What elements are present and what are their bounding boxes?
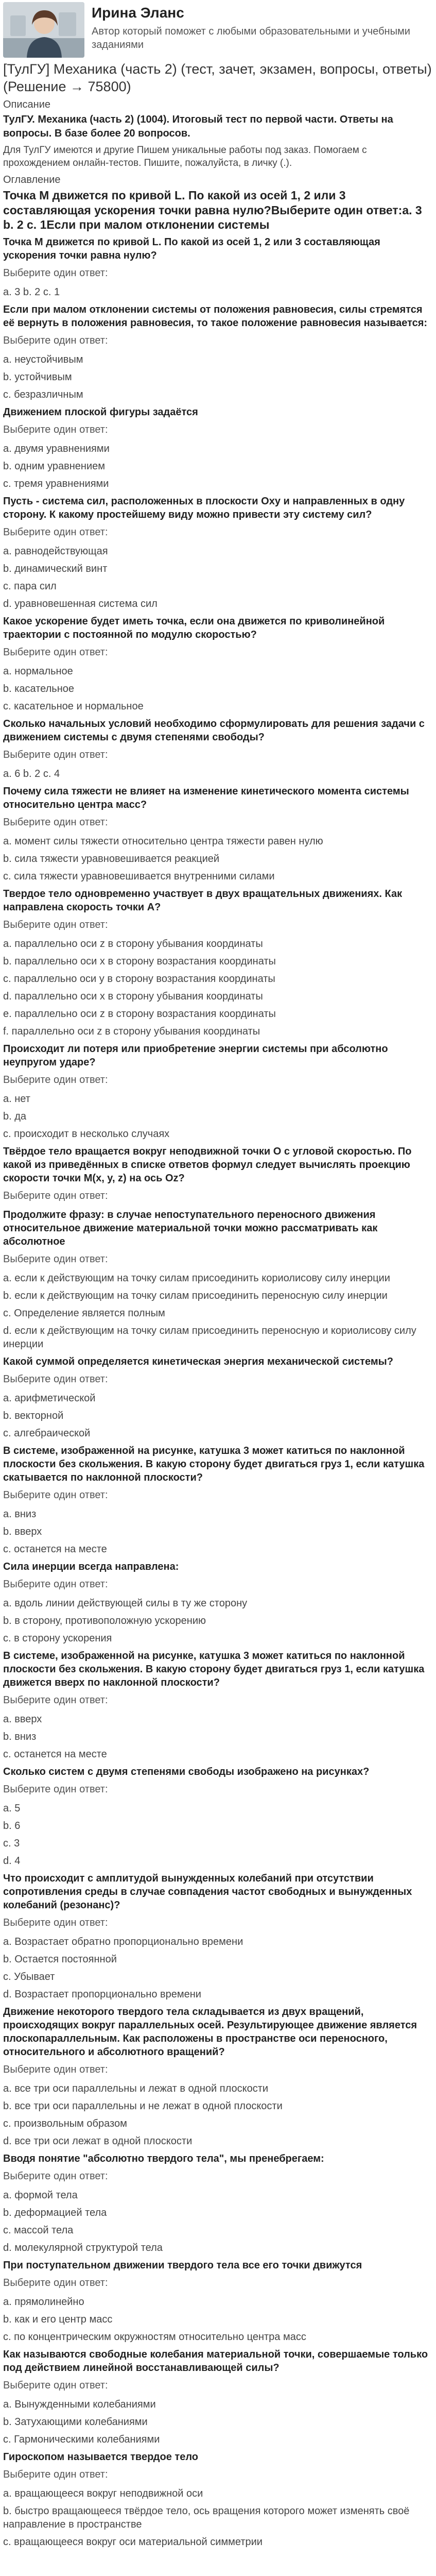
answer-option: b. устойчивым bbox=[3, 371, 72, 383]
answer-option: a. вверх bbox=[3, 1714, 42, 1725]
question-pick-prompt: Выберите один ответ: bbox=[3, 1374, 108, 1385]
question-pick-prompt: Выберите один ответ: bbox=[3, 1074, 108, 1086]
answer-option: c. останется на месте bbox=[3, 1544, 107, 1555]
question-pick-prompt: Выберите один ответ: bbox=[3, 1190, 108, 1202]
question-pick-prompt: Выберите один ответ: bbox=[3, 919, 108, 931]
question-item bbox=[3, 2152, 433, 2255]
question-list bbox=[3, 235, 433, 2549]
question-title: Движением плоской фигуры задаётся bbox=[3, 406, 198, 418]
question-title: Какое ускорение будет иметь точка, если она движется по криволинейной траектории с постоянной по модулю скоростью? bbox=[3, 616, 385, 641]
answer-option: d. параллельно оси x в сторону убывания координаты bbox=[3, 991, 263, 1003]
question-item bbox=[3, 1208, 433, 1351]
answer-option: c. в сторону ускорения bbox=[3, 1633, 112, 1645]
answer-option: c. параллельно оси y в сторону возрастания координаты bbox=[3, 973, 275, 985]
question-title: В системе, изображенной на рисунке, катушка 3 может катиться по наклонной плоскости без скольжения. В какую сторону будет двигаться груз 1, если катушка скатывается по наклонной плоскости? bbox=[3, 1445, 425, 1484]
answer-option: c. безразличным bbox=[3, 389, 83, 401]
question-pick-prompt: Выберите один ответ: bbox=[3, 647, 108, 658]
answer-option: c. сила тяжести уравновешивается внутренними силами bbox=[3, 871, 275, 883]
answer-option: c. Убывает bbox=[3, 1971, 55, 1983]
answer-option: d. Возрастает пропорционально времени bbox=[3, 1989, 201, 2001]
answer-option: c. Гармоническими колебаниями bbox=[3, 2434, 160, 2446]
answer-option: a. вращающееся вокруг неподвижной оси bbox=[3, 2488, 203, 2500]
author-header bbox=[3, 0, 433, 58]
question-title: Гироскопом называется твердое тело bbox=[3, 2451, 198, 2463]
question-pick-prompt: Выберите один ответ: bbox=[3, 1917, 108, 1929]
question-item bbox=[3, 1872, 433, 2001]
question-title: Если при малом отклонении системы от положения равновесия, силы стремятся её вернуть в положения равновесия, то такое положение равновесия называется: bbox=[3, 304, 428, 329]
answer-option: b. Затухающими колебаниями bbox=[3, 2416, 148, 2428]
question-pick-prompt: Выберите один ответ: bbox=[3, 2171, 108, 2182]
question-item bbox=[3, 785, 433, 883]
answer-option: b. вниз bbox=[3, 1731, 37, 1743]
question-pick-prompt: Выберите один ответ: bbox=[3, 749, 108, 761]
question-title: Как называются свободные колебания материальной точки, совершаемые только под действием линейной восстанавливающей силы? bbox=[3, 2349, 428, 2374]
answer-option: b. сила тяжести уравновешивается реакцией bbox=[3, 853, 220, 865]
answer-option: d. если к действующим на точку силам присоединить переносную и кориолисову силу инерции bbox=[3, 1325, 416, 1350]
answer-option: c. тремя уравнениями bbox=[3, 478, 109, 490]
question-title: Точка M движется по кривой L. По какой из осей 1, 2 или 3 составляющая ускорения точки равна нулю? bbox=[3, 236, 380, 262]
question-title: Твердое тело одновременно участвует в двух вращательных движениях. Как направлена скорость точки A? bbox=[3, 888, 403, 913]
answer-option: c. останется на месте bbox=[3, 1749, 107, 1760]
answer-option: c. вращающееся вокруг оси материальной симметрии bbox=[3, 2536, 263, 2548]
question-title: Какой суммой определяется кинетическая энергия механической системы? bbox=[3, 1356, 393, 1368]
answer-option: c. алгебраической bbox=[3, 1428, 91, 1439]
answer-option: a. параллельно оси z в сторону убывания координаты bbox=[3, 938, 263, 950]
answer-option: b. вверх bbox=[3, 1526, 42, 1538]
question-pick-prompt: Выберите один ответ: bbox=[3, 2469, 108, 2481]
question-title: Происходит ли потеря или приобретение энергии системы при абсолютно неупругом ударе? bbox=[3, 1043, 388, 1069]
question-item bbox=[3, 303, 433, 401]
answer-option: d. уравновешенная система сил bbox=[3, 598, 158, 610]
question-item bbox=[3, 615, 433, 713]
question-pick-prompt: Выберите один ответ: bbox=[3, 2380, 108, 2392]
author-description: Автор который поможет с любыми образовательными и учебными заданиями bbox=[92, 25, 410, 50]
answer-option: a. неустойчивым bbox=[3, 354, 83, 366]
answer-option: b. как и его центр масс bbox=[3, 2314, 113, 2326]
answer-option: b. деформацией тела bbox=[3, 2207, 107, 2219]
answer-option: d. молекулярной структурой тела bbox=[3, 2242, 163, 2254]
question-item bbox=[3, 1560, 433, 1645]
toc-label: Оглавление bbox=[3, 174, 61, 185]
author-avatar[interactable] bbox=[3, 2, 84, 58]
answer-option: b. Остается постоянной bbox=[3, 1954, 117, 1965]
question-pick-prompt: Выберите один ответ: bbox=[3, 2277, 108, 2289]
answer-option: c. касательное и нормальное bbox=[3, 701, 144, 713]
answer-option: a. вдоль линии действующей силы в ту же сторону bbox=[3, 1598, 248, 1609]
question-item bbox=[3, 2005, 433, 2148]
answer-option: b. векторной bbox=[3, 1410, 64, 1422]
question-pick-prompt: Выберите один ответ: bbox=[3, 527, 108, 538]
question-item bbox=[3, 717, 433, 781]
question-title: Что происходит с амплитудой вынужденных колебаний при отсутствии сопротивления среды в случае совпадения частот свободных и вынужденных колебаний (резонанс)? bbox=[3, 1873, 412, 1911]
answer-option: a. двумя уравнениями bbox=[3, 443, 110, 455]
question-title: Сила инерции всегда направлена: bbox=[3, 1561, 179, 1573]
question-title: Продолжите фразу: в случае непоступательного переносного движения относительное движение материальной точки можно рассматривать как абсолютное bbox=[3, 1209, 378, 1248]
answer-option: a. равнодействующая bbox=[3, 546, 108, 557]
answer-option: a. арифметической bbox=[3, 1393, 96, 1404]
question-pick-prompt: Выберите один ответ: bbox=[3, 1784, 108, 1795]
question-pick-prompt: Выберите один ответ: bbox=[3, 1253, 108, 1265]
question-item bbox=[3, 1042, 433, 1141]
author-name[interactable]: Ирина Эланс bbox=[92, 5, 184, 21]
answer-option: c. пара сил bbox=[3, 581, 57, 592]
question-pick-prompt: Выберите один ответ: bbox=[3, 424, 108, 436]
description-label: Описание bbox=[3, 98, 51, 110]
answer-option: d. все три оси лежат в одной плоскости bbox=[3, 2136, 193, 2147]
document-title: [ТулГУ] Механика (часть 2) (тест, зачет, экзамен, вопросы, ответы) (Решение → 75800) bbox=[3, 61, 432, 94]
answer-option: c. происходит в несколько случаях bbox=[3, 1128, 170, 1140]
question-item bbox=[3, 1145, 433, 1203]
answer-option: c. Определение является полным bbox=[3, 1308, 165, 1319]
question-pick-prompt: Выберите один ответ: bbox=[3, 1579, 108, 1590]
answer-option: a. нет bbox=[3, 1093, 30, 1105]
answer-option: b. касательное bbox=[3, 683, 75, 695]
question-pick-prompt: Выберите один ответ: bbox=[3, 1694, 108, 1706]
question-title: Твёрдое тело вращается вокруг неподвижной точки O с угловой скоростью. По какой из приведённых в списке ответов формул следует вычислять проекцию скорости точки M(x, y, z) на ось Oz? bbox=[3, 1146, 412, 1184]
answer-option: c. произвольным образом bbox=[3, 2118, 127, 2130]
answer-option: a. прямолинейно bbox=[3, 2296, 84, 2308]
answer-option: a. формой тела bbox=[3, 2190, 78, 2201]
answer-option: c. по концентрическим окружностям относительно центра масс bbox=[3, 2331, 306, 2343]
answer-option: c. массой тела bbox=[3, 2225, 74, 2236]
answer-option: a. Возрастает обратно пропорционально времени bbox=[3, 1936, 243, 1948]
question-title: В системе, изображенной на рисунке, катушка 3 может катиться по наклонной плоскости без скольжения. В какую сторону будет двигаться груз 1, если катушка движется вверх по наклонной плоскости? bbox=[3, 1650, 425, 1689]
question-pick-prompt: Выберите один ответ: bbox=[3, 817, 108, 828]
question-title: Движение некоторого твердого тела складывается из двух вращений, происходящих вокруг параллельных осей. Результирующее движение является плоскопараллельным. Как расположены в пространстве оси переносного, относительного и абсолютного вращений? bbox=[3, 2006, 417, 2058]
question-title: Сколько систем с двумя степенями свободы изображено на рисунках? bbox=[3, 1766, 370, 1778]
answer-option: b. быстро вращающееся твёрдое тело, ось вращения которого может изменять своё направление в пространстве bbox=[3, 2505, 410, 2531]
answer-option: a. 5 bbox=[3, 1803, 21, 1815]
answer-option: b. параллельно оси x в сторону возрастания координаты bbox=[3, 956, 276, 968]
question-pick-prompt: Выберите один ответ: bbox=[3, 335, 108, 347]
question-item bbox=[3, 1444, 433, 1556]
question-item bbox=[3, 2259, 433, 2344]
answer-option: b. одним уравнением bbox=[3, 461, 106, 472]
answer-option: a. 3 b. 2 c. 1 bbox=[3, 286, 60, 298]
question-item bbox=[3, 1765, 433, 1868]
description-text: Для ТулГУ имеются и другие Пишем уникальные работы под заказ. Помогаем с прохождением онлайн-тестов. Пишите, пожалуйста, в личку (.). bbox=[3, 144, 367, 169]
avatar-photo-icon bbox=[3, 2, 84, 58]
toc-lead-question: Точка M движется по кривой L. По какой из осей 1, 2 или 3 составляющая ускорения точки равна нулю?Выберите один ответ:a. 3 b. 2 c. 1Если при малом отклонении системы bbox=[3, 188, 422, 232]
question-item bbox=[3, 495, 433, 611]
question-title: Вводя понятие "абсолютно твердого тела", мы пренебрегаем: bbox=[3, 2153, 324, 2165]
author-info bbox=[92, 2, 433, 52]
question-item bbox=[3, 2450, 433, 2549]
answer-option: b. динамический винт bbox=[3, 563, 108, 575]
answer-option: b. в сторону, противоположную ускорению bbox=[3, 1615, 206, 1627]
description-strong: ТулГУ. Механика (часть 2) (1004). Итоговый тест по первой части. Ответы на вопросы. В базе более 20 вопросов. bbox=[3, 113, 393, 139]
answer-option: b. если к действующим на точку силам присоединить переносную силу инерции bbox=[3, 1290, 388, 1302]
question-title: Сколько начальных условий необходимо сформулировать для решения задачи с движением системы с двумя степенями свободы? bbox=[3, 718, 425, 743]
answer-option: c. 3 bbox=[3, 1838, 20, 1850]
question-item bbox=[3, 2348, 433, 2446]
answer-option: b. да bbox=[3, 1111, 27, 1123]
answer-option: a. все три оси параллельны и лежат в одной плоскости bbox=[3, 2083, 269, 2095]
question-pick-prompt: Выберите один ответ: bbox=[3, 267, 108, 279]
answer-option: a. вниз bbox=[3, 1509, 37, 1520]
question-title: Пусть - система сил, расположенных в плоскости Oxy и направленных в одну сторону. К какому простейшему виду можно привести эту систему сил? bbox=[3, 496, 405, 521]
answer-option: f. параллельно оси z в сторону убывания координаты bbox=[3, 1026, 260, 1038]
question-title: Почему сила тяжести не влияет на изменение кинетического момента системы относительно центра масс? bbox=[3, 786, 409, 811]
answer-option: b. все три оси параллельны и не лежат в одной плоскости bbox=[3, 2100, 283, 2112]
answer-option: a. 6 b. 2 c. 4 bbox=[3, 768, 60, 780]
question-pick-prompt: Выберите один ответ: bbox=[3, 2064, 108, 2076]
question-item bbox=[3, 235, 433, 299]
question-item bbox=[3, 405, 433, 490]
answer-option: a. нормальное bbox=[3, 666, 73, 677]
answer-option: d. 4 bbox=[3, 1855, 21, 1867]
answer-option: a. Вынужденными колебаниями bbox=[3, 2399, 156, 2411]
answer-option: e. параллельно оси z в сторону возрастания координаты bbox=[3, 1008, 276, 1020]
question-title: При поступательном движении твердого тела все его точки движутся bbox=[3, 2260, 362, 2272]
question-item bbox=[3, 1649, 433, 1761]
answer-option: a. если к действующим на точку силам присоединить кориолисову силу инерции bbox=[3, 1273, 390, 1284]
question-item bbox=[3, 1355, 433, 1440]
question-item bbox=[3, 887, 433, 1038]
answer-option: a. момент силы тяжести относительно центра тяжести равен нулю bbox=[3, 836, 323, 848]
answer-option: b. 6 bbox=[3, 1820, 21, 1832]
question-pick-prompt: Выберите один ответ: bbox=[3, 1489, 108, 1501]
